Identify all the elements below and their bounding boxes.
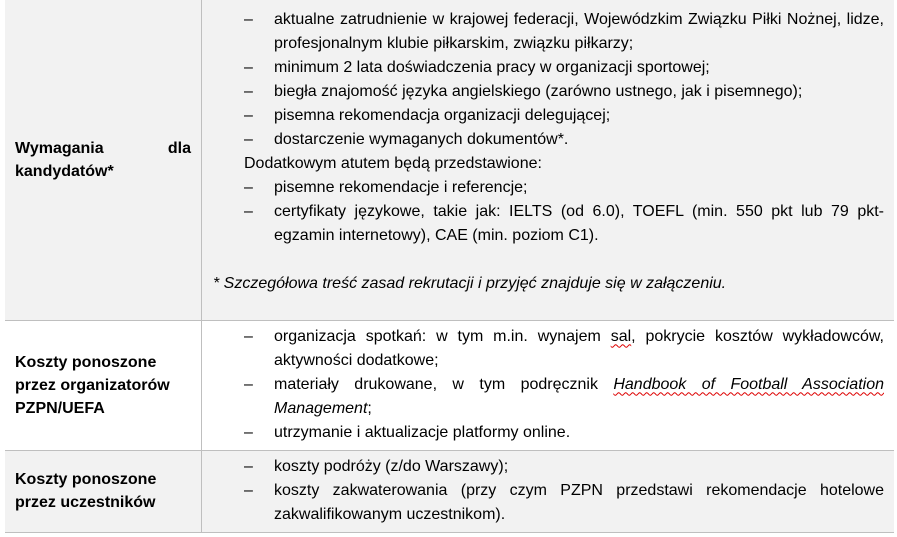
list-item: – koszty podróży (z/do Warszawy); bbox=[202, 455, 884, 479]
list-item-text: ; bbox=[367, 399, 372, 417]
book-title: Handbook of Football Association bbox=[613, 375, 884, 393]
list-item: – aktualne zatrudnienie w krajowej federacji, Wojewódzkim Związku Piłki Nożnej, lidze, profesjonalnym klubie piłkarskim, związku piłkarzy; bbox=[202, 8, 884, 56]
requirements-list bbox=[202, 8, 884, 152]
list-item: – pisemne rekomendacje i referencje; bbox=[202, 176, 884, 200]
list-item bbox=[202, 373, 884, 421]
footnote: * Szczegółowa treść zasad rekrutacji i przyjęć znajduje się w załączeniu. bbox=[213, 275, 727, 292]
bonus-intro: Dodatkowym atutem będą przedstawione: bbox=[244, 155, 542, 172]
list-item-text: biegła znajomość języka angielskiego (zarówno ustnego, jak i pisemnego); bbox=[274, 83, 803, 100]
participant-costs-content bbox=[202, 450, 895, 532]
list-item: – koszty zakwaterowania (przy czym PZPN przedstawi rekomendacje hotelowe zakwalifikowanym uczestnikom). bbox=[202, 479, 884, 527]
participant-costs-list bbox=[202, 455, 884, 527]
list-item: – certyfikaty językowe, takie jak: IELTS (od 6.0), TOEFL (min. 550 pkt lub 79 pkt- egzamin internetowy), CAE (min. poziom C1). bbox=[202, 200, 884, 248]
participant-costs-label: Koszty ponoszone przez uczestników bbox=[5, 450, 202, 532]
list-item bbox=[202, 325, 884, 373]
list-item: – minimum 2 lata doświadczenia pracy w organizacji sportowej; bbox=[202, 56, 884, 80]
list-item: – utrzymanie i aktualizacje platformy online. bbox=[202, 421, 884, 445]
list-item: – pisemna rekomendacja organizacji delegującej; bbox=[202, 104, 884, 128]
organizer-costs-label: Koszty ponoszone przez organizatorów PZPN/UEFA bbox=[5, 320, 202, 450]
requirements-label bbox=[5, 0, 202, 320]
organizer-costs-row bbox=[5, 320, 894, 450]
bonus-list bbox=[202, 176, 884, 248]
info-table bbox=[5, 0, 894, 533]
requirements-label-line2: kandydatów* bbox=[15, 162, 114, 180]
book-title-end: Management bbox=[274, 399, 368, 417]
organizer-costs-content bbox=[202, 320, 895, 450]
participant-costs-row bbox=[5, 450, 894, 532]
list-item: – dostarczenie wymaganych dokumentów*. bbox=[202, 128, 884, 152]
list-item-text: organizacja spotkań: w tym m.in. wynajem bbox=[274, 327, 611, 345]
list-item-text: , pokrycie kosztów wykładowców, aktywności dodatkowe; bbox=[274, 327, 885, 369]
requirements-row bbox=[5, 0, 894, 320]
requirements-label-line1: Wymagania dla bbox=[15, 139, 191, 157]
spelling-flag: sal bbox=[610, 327, 632, 345]
list-item-text: materiały drukowane, w tym podręcznik bbox=[274, 375, 614, 393]
requirements-content bbox=[202, 0, 895, 320]
list-item bbox=[202, 80, 884, 104]
organizer-costs-list bbox=[202, 325, 884, 445]
